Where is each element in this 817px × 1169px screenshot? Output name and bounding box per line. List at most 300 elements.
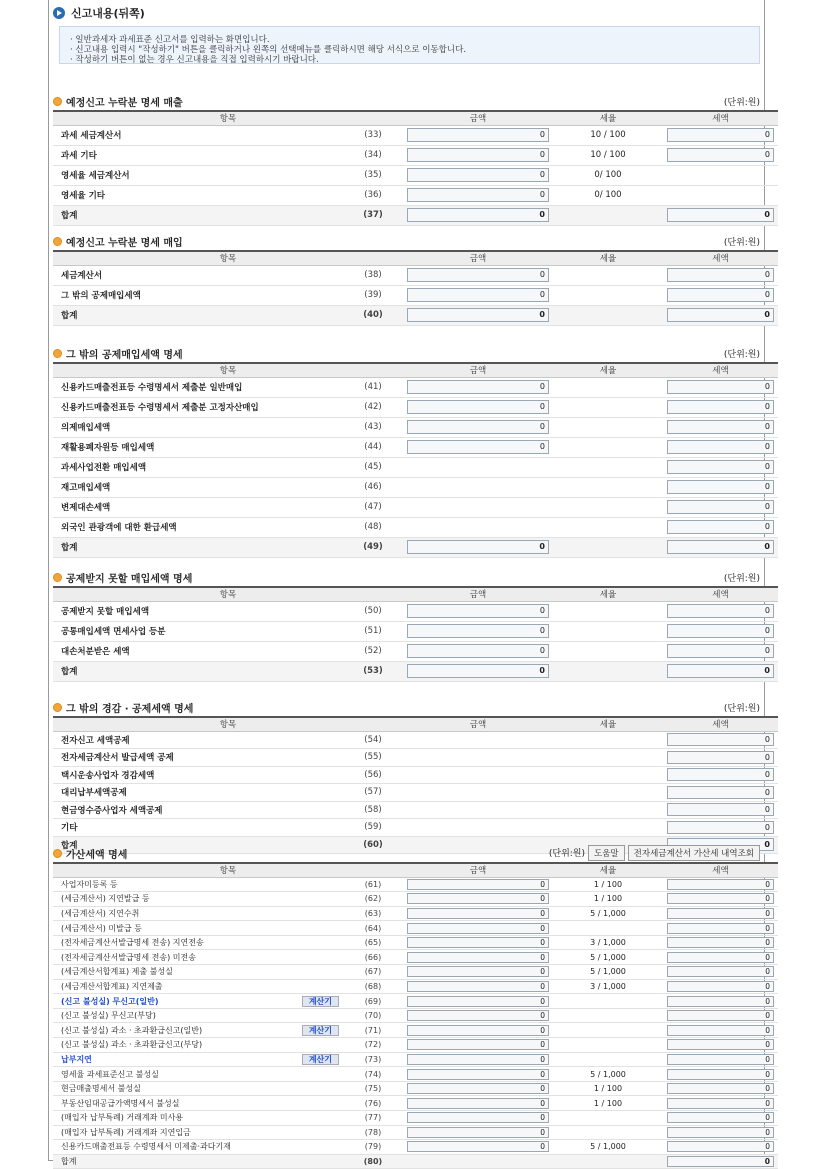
rate-cell: 5 / 1,000 <box>553 965 663 980</box>
tax-input[interactable]: 0 <box>667 400 774 414</box>
amount-input[interactable]: 0 <box>407 1127 549 1138</box>
table-row <box>53 1081 778 1096</box>
tax-input[interactable]: 0 <box>667 500 774 514</box>
amount-cell <box>403 1081 553 1096</box>
tax-input[interactable]: 0 <box>667 803 774 816</box>
column-header-amount: 금액 <box>403 111 553 125</box>
row-number: (73) <box>343 1052 403 1067</box>
table-row <box>53 305 778 325</box>
section-4 <box>53 568 770 682</box>
rate-cell <box>553 205 663 225</box>
tax-cell <box>663 377 778 397</box>
amount-input[interactable]: 0 <box>407 604 549 618</box>
tax-cell <box>663 1096 778 1111</box>
amount-input[interactable]: 0 <box>407 644 549 658</box>
row-number: (75) <box>343 1081 403 1096</box>
row-label: 합계 <box>53 661 343 681</box>
amount-cell <box>403 877 553 892</box>
amount-cell <box>403 457 553 477</box>
tax-input[interactable]: 0 <box>667 520 774 534</box>
row-label: 전자세금계산서 발급세액 공제 <box>53 749 343 767</box>
column-header-rate: 세율 <box>553 587 663 601</box>
tax-input[interactable]: 0 <box>667 1054 774 1065</box>
amount-cell <box>403 265 553 285</box>
tax-input[interactable]: 0 <box>667 664 774 678</box>
table-row <box>53 145 778 165</box>
amount-input[interactable]: 0 <box>407 540 549 554</box>
section-title-text: 가산세액 명세 <box>66 849 128 861</box>
table-row <box>53 1096 778 1111</box>
row-number: (63) <box>343 906 403 921</box>
amount-cell <box>403 145 553 165</box>
amount-input[interactable]: 0 <box>407 981 549 992</box>
row-label-text: 납부지연 <box>61 1054 92 1064</box>
help-button[interactable]: 도움말 <box>588 845 625 861</box>
unit-label: (단위:원) <box>723 97 760 108</box>
tax-cell <box>663 1067 778 1082</box>
row-number: (40) <box>343 305 403 325</box>
table-row <box>53 517 778 537</box>
row-number: (70) <box>343 1008 403 1023</box>
tax-cell <box>663 1008 778 1023</box>
unit-label: (단위:원) <box>723 703 760 714</box>
tax-input[interactable]: 0 <box>667 460 774 474</box>
tax-cell <box>663 1111 778 1126</box>
amount-input[interactable]: 0 <box>407 893 549 904</box>
section-5 <box>53 698 770 854</box>
table-row <box>53 921 778 936</box>
row-label: 영세율 세금계산서 <box>53 165 343 185</box>
tax-report-back-page <box>48 0 770 1167</box>
table-row <box>53 1008 778 1023</box>
tax-input[interactable]: 0 <box>667 952 774 963</box>
page-header <box>49 0 764 26</box>
row-number: (62) <box>343 892 403 907</box>
tax-cell <box>663 417 778 437</box>
amount-cell <box>403 1125 553 1140</box>
row-number: (44) <box>343 437 403 457</box>
tax-input[interactable]: 0 <box>667 996 774 1007</box>
row-label: 합계 <box>53 305 343 325</box>
tax-input[interactable]: 0 <box>667 879 774 890</box>
table-row <box>53 731 778 749</box>
row-label: 재활용폐자원등 매입세액 <box>53 437 343 457</box>
info-box <box>59 26 760 64</box>
row-number: (59) <box>343 819 403 837</box>
row-label <box>53 935 343 950</box>
row-label-text: (신고 불성실) 무신고(부당) <box>61 1011 156 1021</box>
row-label: 기타 <box>53 819 343 837</box>
rate-cell <box>553 921 663 936</box>
amount-input[interactable]: 0 <box>407 664 549 678</box>
amount-cell <box>403 935 553 950</box>
tax-input[interactable]: 0 <box>667 208 774 222</box>
amount-input[interactable]: 0 <box>407 268 549 282</box>
rate-cell <box>553 1008 663 1023</box>
amount-input[interactable]: 0 <box>407 996 549 1007</box>
page-title: 신고내용(뒤쪽) <box>71 7 145 20</box>
column-header-tax: 세액 <box>663 251 778 265</box>
amount-input[interactable]: 0 <box>407 1025 549 1036</box>
column-header-amount: 금액 <box>403 863 553 877</box>
table-row <box>53 965 778 980</box>
tax-cell <box>663 979 778 994</box>
row-label <box>53 1140 343 1155</box>
tax-input[interactable]: 0 <box>667 268 774 282</box>
table-row <box>53 377 778 397</box>
rate-cell: 1 / 100 <box>553 877 663 892</box>
tax-input[interactable]: 0 <box>667 1156 774 1167</box>
row-label: 신용카드매출전표등 수령명세서 제출분 고정자산매입 <box>53 397 343 417</box>
amount-input[interactable]: 0 <box>407 1010 549 1021</box>
tax-input[interactable]: 0 <box>667 624 774 638</box>
rate-cell <box>553 377 663 397</box>
section-table <box>53 110 778 226</box>
tax-input[interactable]: 0 <box>667 440 774 454</box>
amount-input[interactable]: 0 <box>407 128 549 142</box>
row-label: 과세 세금계산서 <box>53 125 343 145</box>
orange-bullet-icon <box>53 573 62 582</box>
calculator-button[interactable]: 계산기 <box>302 1054 339 1065</box>
amount-input[interactable]: 0 <box>407 1141 549 1152</box>
tax-cell <box>663 661 778 681</box>
section-title-text: 예정신고 누락분 명세 매입 <box>66 237 183 249</box>
amount-input[interactable]: 0 <box>407 908 549 919</box>
row-label: 신용카드매출전표등 수령명세서 제출분 일반매입 <box>53 377 343 397</box>
table-row <box>53 1111 778 1126</box>
section-header <box>53 92 760 110</box>
row-label: 합계 <box>53 537 343 557</box>
column-header-item: 항목 <box>53 111 403 125</box>
tax-input[interactable]: 0 <box>667 644 774 658</box>
tax-cell <box>663 185 778 205</box>
tax-input[interactable]: 0 <box>667 966 774 977</box>
tax-input[interactable]: 0 <box>667 604 774 618</box>
amount-input[interactable]: 0 <box>407 1112 549 1123</box>
tax-input[interactable]: 0 <box>667 821 774 834</box>
amount-input[interactable]: 0 <box>407 380 549 394</box>
table-row <box>53 205 778 225</box>
amount-cell <box>403 621 553 641</box>
amount-cell <box>403 517 553 537</box>
column-header-rate: 세율 <box>553 251 663 265</box>
row-number: (51) <box>343 621 403 641</box>
row-number: (57) <box>343 784 403 802</box>
tax-input[interactable]: 0 <box>667 751 774 764</box>
table-row <box>53 935 778 950</box>
row-number: (39) <box>343 285 403 305</box>
row-number: (72) <box>343 1038 403 1053</box>
amount-cell <box>403 1023 553 1038</box>
amount-cell <box>403 417 553 437</box>
table-row <box>53 1052 778 1067</box>
amount-input[interactable]: 0 <box>407 288 549 302</box>
tax-cell <box>663 125 778 145</box>
rate-cell <box>553 641 663 661</box>
section-table <box>53 250 778 326</box>
rate-cell <box>553 1154 663 1169</box>
tax-input[interactable]: 0 <box>667 1010 774 1021</box>
row-number: (36) <box>343 185 403 205</box>
tax-input[interactable]: 0 <box>667 1069 774 1080</box>
tax-input[interactable]: 0 <box>667 148 774 162</box>
amount-cell <box>403 205 553 225</box>
tax-cell <box>663 1154 778 1169</box>
tax-input[interactable]: 0 <box>667 733 774 746</box>
tax-input[interactable]: 0 <box>667 1141 774 1152</box>
row-label: 과세사업전환 매입세액 <box>53 457 343 477</box>
table-row <box>53 877 778 892</box>
row-label <box>53 1111 343 1126</box>
column-header-item: 항목 <box>53 363 403 377</box>
amount-cell <box>403 950 553 965</box>
tax-cell <box>663 1038 778 1053</box>
amount-input[interactable]: 0 <box>407 966 549 977</box>
row-number: (79) <box>343 1140 403 1155</box>
amount-input[interactable]: 0 <box>407 923 549 934</box>
tax-input[interactable]: 0 <box>667 937 774 948</box>
row-label <box>53 950 343 965</box>
tax-input[interactable]: 0 <box>667 786 774 799</box>
tax-input[interactable]: 0 <box>667 540 774 554</box>
amount-input[interactable]: 0 <box>407 1098 549 1109</box>
tax-input[interactable]: 0 <box>667 1112 774 1123</box>
tax-input[interactable]: 0 <box>667 981 774 992</box>
row-number: (78) <box>343 1125 403 1140</box>
row-label-text: (신고 불성실) 과소 · 초과환급신고(부당) <box>61 1040 203 1050</box>
row-number: (56) <box>343 766 403 784</box>
row-label: 변제대손세액 <box>53 497 343 517</box>
tax-cell <box>663 601 778 621</box>
tax-input[interactable]: 0 <box>667 1083 774 1094</box>
tax-cell <box>663 205 778 225</box>
tax-cell <box>663 305 778 325</box>
amount-input[interactable]: 0 <box>407 879 549 890</box>
row-number: (80) <box>343 1154 403 1169</box>
amount-cell <box>403 731 553 749</box>
amount-input[interactable]: 0 <box>407 1083 549 1094</box>
amount-input[interactable]: 0 <box>407 148 549 162</box>
column-header-tax: 세액 <box>663 111 778 125</box>
amount-input[interactable]: 0 <box>407 168 549 182</box>
info-line: · 일반과세자 과세표준 신고서를 입력하는 화면입니다. <box>70 35 270 45</box>
tax-cell <box>663 1052 778 1067</box>
table-row <box>53 185 778 205</box>
row-label-text: (세금계산서) 미발급 등 <box>61 923 142 933</box>
amount-input[interactable]: 0 <box>407 440 549 454</box>
row-label-text: 현금매출명세서 불성실 <box>61 1084 141 1094</box>
amount-input[interactable]: 0 <box>407 1054 549 1065</box>
rate-cell: 1 / 100 <box>553 1081 663 1096</box>
rate-cell <box>553 1052 663 1067</box>
table-row <box>53 1154 778 1169</box>
rate-cell <box>553 517 663 537</box>
section-title-text: 그 밖의 공제매입세액 명세 <box>66 349 183 361</box>
tax-input[interactable]: 0 <box>667 480 774 494</box>
rate-cell <box>553 819 663 837</box>
section-header-actions <box>549 845 760 861</box>
row-label <box>53 1008 343 1023</box>
row-label: 전자신고 세액공제 <box>53 731 343 749</box>
row-number: (45) <box>343 457 403 477</box>
rate-cell <box>553 437 663 457</box>
rate-cell <box>553 661 663 681</box>
row-number: (76) <box>343 1096 403 1111</box>
table-row <box>53 1023 778 1038</box>
tax-cell <box>663 621 778 641</box>
info-line: · 작성하기 버튼이 없는 경우 신고내용을 직접 입력하시기 바랍니다. <box>70 55 319 65</box>
tax-input[interactable]: 0 <box>667 1039 774 1050</box>
column-header-rate: 세율 <box>553 863 663 877</box>
tax-input[interactable]: 0 <box>667 1025 774 1036</box>
row-number: (48) <box>343 517 403 537</box>
section-title-text: 그 밖의 경감 · 공제세액 명세 <box>66 703 194 715</box>
tax-cell <box>663 766 778 784</box>
amount-input[interactable]: 0 <box>407 308 549 322</box>
tax-cell <box>663 877 778 892</box>
column-header-tax: 세액 <box>663 587 778 601</box>
tax-cell <box>663 537 778 557</box>
tax-cell <box>663 749 778 767</box>
tax-input[interactable]: 0 <box>667 288 774 302</box>
tax-input[interactable]: 0 <box>667 768 774 781</box>
row-number: (37) <box>343 205 403 225</box>
row-label: 대손처분받은 세액 <box>53 641 343 661</box>
rate-cell: 10 / 100 <box>553 145 663 165</box>
amount-input[interactable]: 0 <box>407 420 549 434</box>
table-row <box>53 749 778 767</box>
tax-input[interactable]: 0 <box>667 380 774 394</box>
table-row <box>53 994 778 1009</box>
section-additional-tax <box>53 844 770 1169</box>
amount-cell <box>403 641 553 661</box>
row-label-text: 부동산임대공급가액명세서 불성실 <box>61 1098 180 1108</box>
column-header-item: 항목 <box>53 587 403 601</box>
unit-label: (단위:원) <box>723 237 760 248</box>
row-label-text: (매입자 납부특례) 거래계좌 지연입금 <box>61 1127 191 1137</box>
section-title <box>53 700 193 715</box>
tax-input[interactable]: 0 <box>667 128 774 142</box>
amount-input[interactable]: 0 <box>407 952 549 963</box>
tax-input[interactable]: 0 <box>667 420 774 434</box>
table-row <box>53 285 778 305</box>
row-label-text: 신용카드매출전표등 수령명세서 미제출·과다기재 <box>61 1142 231 1152</box>
row-number: (34) <box>343 145 403 165</box>
table-row <box>53 165 778 185</box>
rate-cell <box>553 285 663 305</box>
row-number: (38) <box>343 265 403 285</box>
tax-input[interactable]: 0 <box>667 1098 774 1109</box>
column-header-item: 항목 <box>53 863 403 877</box>
section-header <box>53 232 760 250</box>
rate-cell: 3 / 1,000 <box>553 979 663 994</box>
row-number: (33) <box>343 125 403 145</box>
row-number: (53) <box>343 661 403 681</box>
tax-cell <box>663 994 778 1009</box>
amount-cell <box>403 892 553 907</box>
tax-cell <box>663 819 778 837</box>
amount-input[interactable]: 0 <box>407 937 549 948</box>
amount-input[interactable]: 0 <box>407 400 549 414</box>
tax-input[interactable]: 0 <box>667 308 774 322</box>
amount-input[interactable]: 0 <box>407 1069 549 1080</box>
amount-cell <box>403 1140 553 1155</box>
amount-cell <box>403 921 553 936</box>
row-label: 택시운송사업자 경감세액 <box>53 766 343 784</box>
tax-cell <box>663 397 778 417</box>
row-number: (64) <box>343 921 403 936</box>
einvoice-penalty-lookup-button[interactable]: 전자세금계산서 가산세 내역조회 <box>628 845 760 861</box>
tax-cell <box>663 265 778 285</box>
amount-input[interactable]: 0 <box>407 188 549 202</box>
rate-cell <box>553 749 663 767</box>
row-label-text: (신고 불성실) 무신고(일반) <box>61 996 159 1006</box>
rate-cell: 5 / 1,000 <box>553 906 663 921</box>
row-label: 외국인 관광객에 대한 환급세액 <box>53 517 343 537</box>
row-label: 대리납부세액공제 <box>53 784 343 802</box>
tax-cell <box>663 1023 778 1038</box>
column-header-tax: 세액 <box>663 363 778 377</box>
tax-input[interactable]: 0 <box>667 923 774 934</box>
row-label-text: (세금계산서합계표) 제출 불성실 <box>61 967 173 977</box>
tax-input[interactable]: 0 <box>667 908 774 919</box>
rate-cell: 0/ 100 <box>553 165 663 185</box>
rate-cell: 5 / 1,000 <box>553 1140 663 1155</box>
section-table <box>53 716 778 854</box>
tax-input[interactable]: 0 <box>667 838 774 851</box>
column-header-rate: 세율 <box>553 363 663 377</box>
rate-cell <box>553 1125 663 1140</box>
row-label-text: (세금계산서) 지연발급 등 <box>61 894 150 904</box>
row-label: 의제매입세액 <box>53 417 343 437</box>
tax-cell <box>663 892 778 907</box>
column-header-tax: 세액 <box>663 717 778 731</box>
table-row <box>53 892 778 907</box>
column-header-amount: 금액 <box>403 717 553 731</box>
amount-cell <box>403 979 553 994</box>
column-header-item: 항목 <box>53 251 403 265</box>
amount-input[interactable]: 0 <box>407 1039 549 1050</box>
rate-cell: 5 / 1,000 <box>553 1067 663 1082</box>
rate-cell <box>553 537 663 557</box>
tax-input[interactable]: 0 <box>667 1127 774 1138</box>
amount-input[interactable]: 0 <box>407 208 549 222</box>
tax-input[interactable]: 0 <box>667 893 774 904</box>
calculator-button[interactable]: 계산기 <box>302 1025 339 1036</box>
tax-cell <box>663 784 778 802</box>
amount-cell <box>403 1154 553 1169</box>
amount-input[interactable]: 0 <box>407 624 549 638</box>
rate-cell <box>553 305 663 325</box>
tax-cell <box>663 517 778 537</box>
table-row <box>53 457 778 477</box>
section-title-text: 공제받지 못할 매입세액 명세 <box>66 573 193 585</box>
section-table <box>53 362 778 558</box>
amount-cell <box>403 1052 553 1067</box>
tax-cell <box>663 477 778 497</box>
table-row <box>53 1038 778 1053</box>
unit-label: (단위:원) <box>723 349 760 360</box>
table-row <box>53 979 778 994</box>
rate-cell: 3 / 1,000 <box>553 935 663 950</box>
row-label-text: (전자세금계산서발급명세 전송) 지연전송 <box>61 938 204 948</box>
tax-cell <box>663 950 778 965</box>
section-title-text: 예정신고 누락분 명세 매출 <box>66 97 183 109</box>
row-number: (61) <box>343 877 403 892</box>
row-number: (71) <box>343 1023 403 1038</box>
tax-cell <box>663 1125 778 1140</box>
calculator-button[interactable]: 계산기 <box>302 996 339 1007</box>
